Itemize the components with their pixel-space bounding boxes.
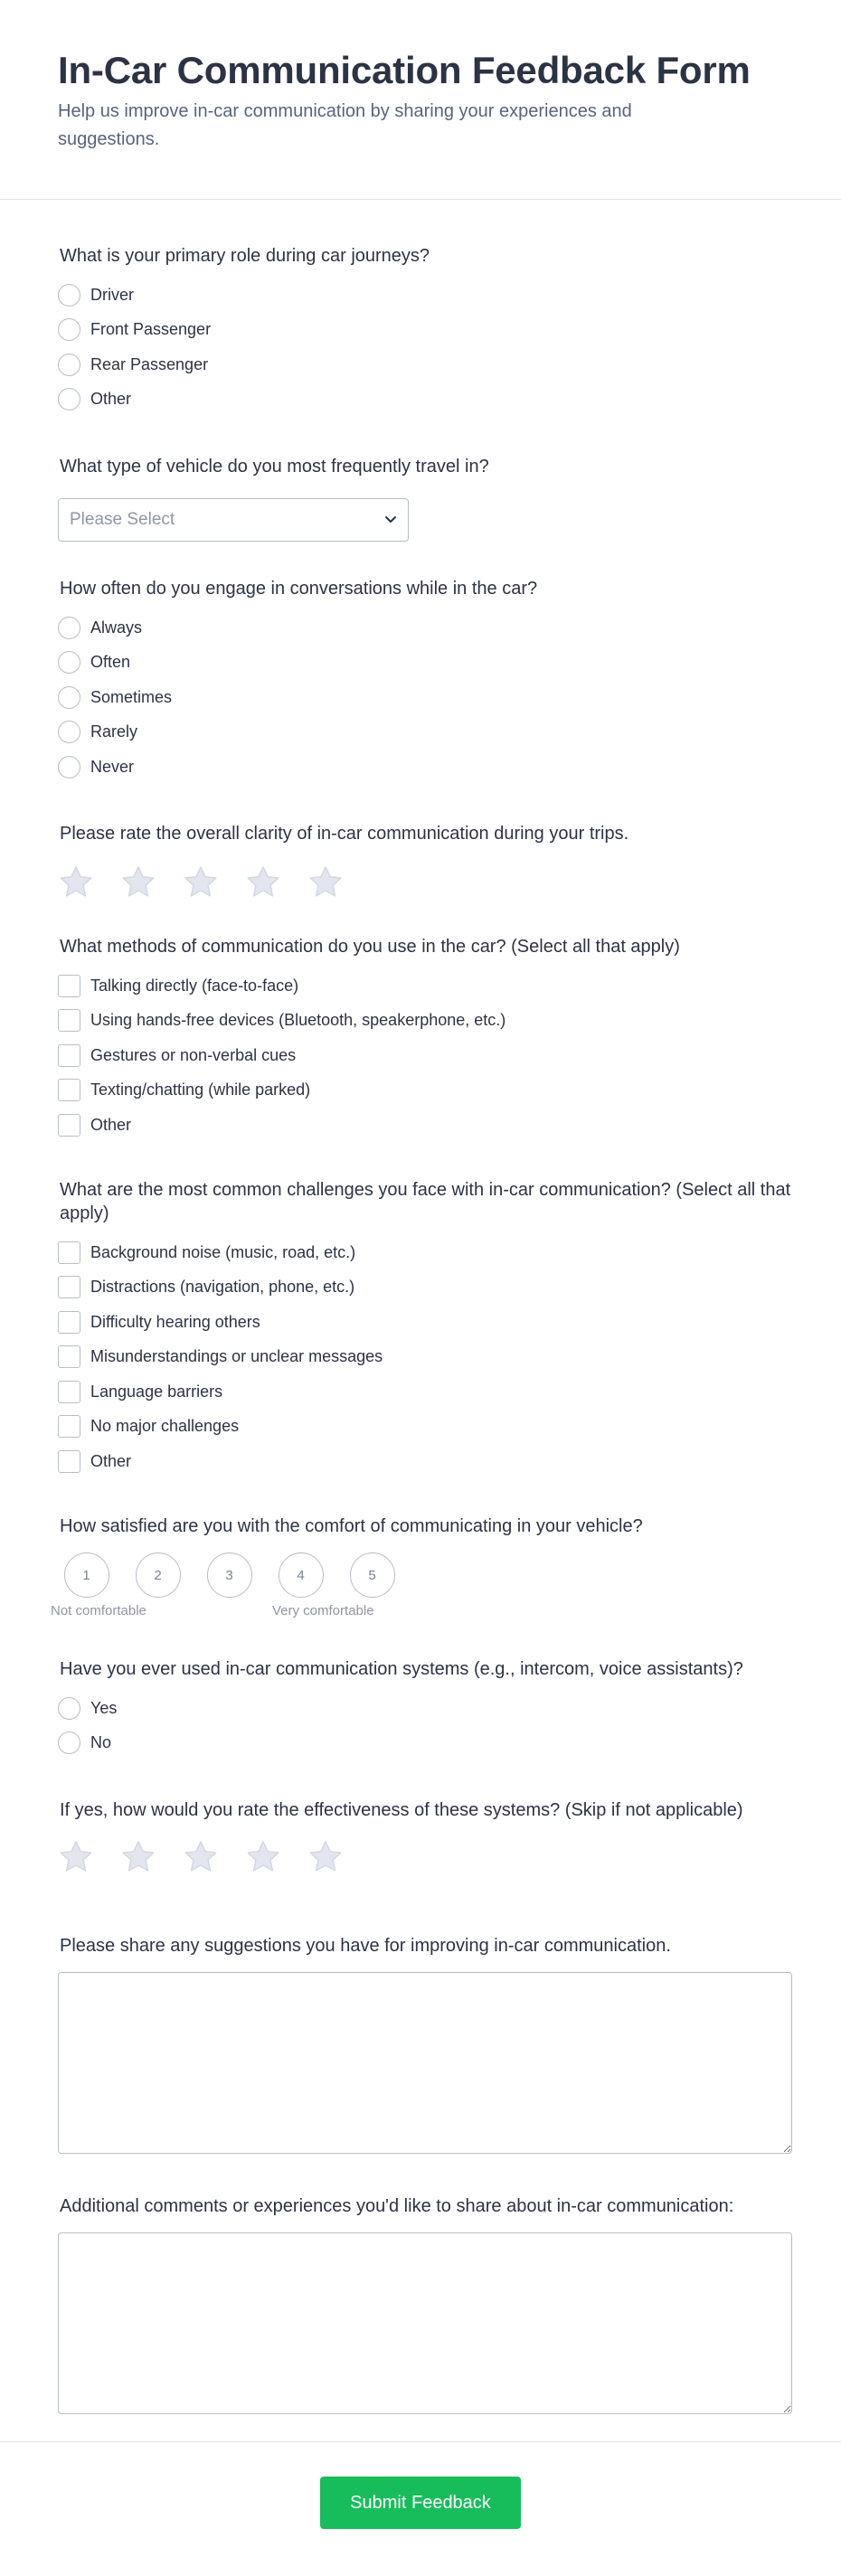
option-label: Background noise (music, road, etc.) — [90, 1242, 356, 1261]
question-role — [58, 244, 792, 417]
checkbox[interactable] — [58, 1079, 80, 1101]
checkbox-group-challenges — [58, 1235, 792, 1479]
question-label: If yes, how would you rate the effectiveness of these systems? (Skip if not applicable) — [60, 1800, 743, 1820]
checkbox-group-methods — [58, 968, 792, 1143]
option-label: Other — [90, 390, 132, 409]
scale-option-3[interactable]: 3 — [207, 1552, 252, 1598]
option-label: Talking directly (face-to-face) — [90, 976, 299, 995]
checkbox[interactable] — [58, 1381, 80, 1403]
option-face-to-face[interactable] — [58, 968, 792, 1004]
option-background-noise[interactable] — [58, 1235, 792, 1270]
radio-button[interactable] — [58, 284, 80, 307]
option-misunderstandings[interactable] — [58, 1340, 792, 1375]
scale-labels — [51, 1603, 792, 1621]
question-comments — [58, 2194, 792, 2414]
option-often[interactable] — [58, 646, 792, 681]
scale-high-label: Very comfortable — [272, 1603, 374, 1618]
option-label: Gestures or non-verbal cues — [90, 1045, 297, 1064]
star-icon[interactable] — [118, 863, 158, 901]
question-label: Please share any suggestions you have for improving in-car communication. — [60, 1936, 671, 1956]
option-label: Never — [90, 757, 135, 776]
suggestions-textarea[interactable] — [58, 1972, 792, 2154]
checkbox[interactable] — [58, 1345, 80, 1368]
option-yes[interactable] — [58, 1691, 792, 1726]
option-hands-free[interactable] — [58, 1004, 792, 1039]
option-label: Texting/chatting (while parked) — [90, 1080, 311, 1099]
option-label: Language barriers — [90, 1382, 223, 1401]
scale-option-1[interactable]: 1 — [64, 1552, 109, 1598]
option-no[interactable] — [58, 1726, 792, 1761]
option-label: Rear Passenger — [90, 354, 209, 373]
scale-option-5[interactable]: 5 — [350, 1552, 395, 1598]
question-methods — [58, 935, 792, 1143]
option-other[interactable] — [58, 1444, 792, 1479]
question-label: Have you ever used in-car communication systems (e.g., intercom, voice assistants)? — [60, 1659, 743, 1679]
question-label: Please rate the overall clarity of in-car communication during your trips. — [60, 824, 629, 844]
option-label: Other — [90, 1451, 132, 1470]
checkbox[interactable] — [58, 1241, 80, 1264]
radio-button[interactable] — [58, 686, 80, 709]
option-label: Driver — [90, 285, 134, 304]
question-comfort — [51, 1514, 792, 1621]
option-driver[interactable] — [58, 278, 792, 313]
option-label: Other — [90, 1115, 132, 1134]
star-icon[interactable] — [118, 1838, 158, 1876]
form-subtitle: Help us improve in-car communication by sharing your experiences and suggestions. — [58, 101, 632, 149]
checkbox[interactable] — [58, 1311, 80, 1334]
radio-button[interactable] — [58, 388, 80, 410]
radio-button[interactable] — [58, 318, 80, 341]
option-label: Sometimes — [90, 687, 173, 706]
option-rarely[interactable] — [58, 715, 792, 750]
question-label: What methods of communication do you use in the car? (Select all that apply) — [60, 937, 680, 957]
star-icon[interactable] — [56, 1838, 96, 1876]
vehicle-select[interactable] — [58, 498, 409, 542]
option-label: Always — [90, 618, 143, 637]
comments-textarea[interactable] — [58, 2232, 792, 2414]
option-always[interactable] — [58, 610, 792, 646]
question-label: How often do you engage in conversations while in the car? — [60, 579, 538, 599]
option-label: Misunderstandings or unclear messages — [90, 1347, 383, 1366]
radio-group-frequency — [58, 610, 792, 785]
checkbox[interactable] — [58, 1415, 80, 1438]
option-label: Rarely — [90, 722, 138, 741]
chevron-down-icon — [384, 515, 397, 524]
option-label: Yes — [90, 1698, 118, 1717]
question-clarity — [58, 822, 792, 901]
radio-group-systems — [58, 1691, 792, 1760]
option-label: No — [90, 1733, 112, 1752]
radio-button[interactable] — [58, 1697, 80, 1720]
option-distractions[interactable] — [58, 1270, 792, 1306]
checkbox[interactable] — [58, 1276, 80, 1298]
question-label: What is your primary role during car journeys? — [60, 246, 430, 266]
option-sometimes[interactable] — [58, 680, 792, 715]
option-label: Often — [90, 653, 131, 672]
checkbox[interactable] — [58, 975, 80, 997]
radio-button[interactable] — [58, 354, 80, 376]
question-challenges — [58, 1178, 792, 1479]
radio-button[interactable] — [58, 721, 80, 743]
checkbox[interactable] — [58, 1450, 80, 1473]
star-icon[interactable] — [56, 863, 96, 901]
option-texting[interactable] — [58, 1073, 792, 1109]
radio-group-role — [58, 278, 792, 417]
star-icon[interactable] — [181, 1838, 221, 1876]
option-other[interactable] — [58, 1108, 792, 1143]
option-label: Front Passenger — [90, 320, 212, 339]
checkbox[interactable] — [58, 1009, 80, 1032]
star-rating-clarity — [56, 863, 792, 901]
scale-option-2[interactable]: 2 — [136, 1552, 181, 1598]
star-icon[interactable] — [181, 863, 221, 901]
option-no-challenges[interactable] — [58, 1410, 792, 1445]
form-header — [0, 0, 841, 200]
star-icon[interactable] — [306, 863, 345, 901]
radio-button[interactable] — [58, 1731, 80, 1754]
radio-button[interactable] — [58, 756, 80, 778]
form-title: In-Car Communication Feedback Form — [58, 49, 751, 91]
star-icon[interactable] — [243, 863, 283, 901]
option-label: No major challenges — [90, 1417, 240, 1436]
form-footer — [0, 2441, 841, 2576]
checkbox[interactable] — [58, 1044, 80, 1067]
option-difficulty-hearing[interactable] — [58, 1305, 792, 1340]
question-systems — [58, 1657, 792, 1760]
scale-low-label: Not comfortable — [51, 1603, 146, 1618]
option-label: Using hands-free devices (Bluetooth, speakerphone, etc.) — [90, 1011, 506, 1030]
star-icon[interactable] — [306, 1838, 345, 1876]
question-label: What are the most common challenges you face with in-car communication? (Select all that apply) — [60, 1180, 791, 1223]
question-effectiveness — [58, 1798, 792, 1876]
option-label: Difficulty hearing others — [90, 1312, 260, 1331]
radio-button[interactable] — [58, 617, 80, 639]
question-vehicle — [58, 455, 792, 542]
option-language-barriers[interactable] — [58, 1374, 792, 1410]
question-label: What type of vehicle do you most frequently travel in? — [60, 457, 489, 477]
option-label: Distractions (navigation, phone, etc.) — [90, 1278, 355, 1297]
star-rating-effectiveness — [56, 1838, 792, 1876]
question-frequency — [58, 577, 792, 785]
radio-button[interactable] — [58, 651, 80, 674]
question-label: Additional comments or experiences you'd like to share about in-car communication: — [60, 2196, 734, 2216]
scale-rating-comfort — [51, 1552, 792, 1598]
option-never[interactable] — [58, 750, 792, 785]
option-gestures[interactable] — [58, 1038, 792, 1073]
option-front-passenger[interactable] — [58, 313, 792, 348]
question-suggestions — [58, 1934, 792, 2154]
question-label: How satisfied are you with the comfort of communicating in your vehicle? — [60, 1516, 643, 1536]
select-placeholder: Please Select — [70, 510, 175, 529]
star-icon[interactable] — [243, 1838, 283, 1876]
option-other[interactable] — [58, 382, 792, 418]
option-rear-passenger[interactable] — [58, 347, 792, 382]
checkbox[interactable] — [58, 1114, 80, 1137]
submit-button[interactable]: Submit Feedback — [320, 2477, 521, 2529]
scale-option-4[interactable]: 4 — [279, 1552, 324, 1598]
